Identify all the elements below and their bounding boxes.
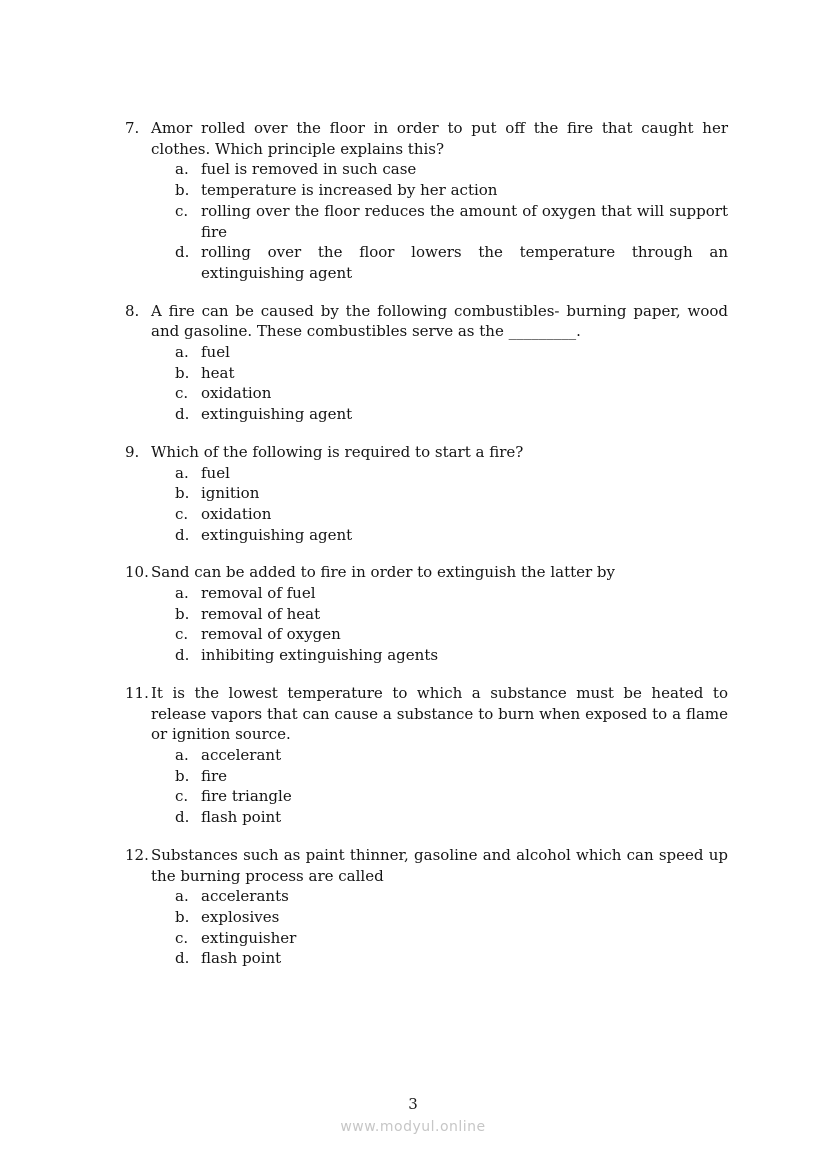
option-c [175,624,728,645]
question-11 [125,683,728,828]
question-number: 11. [125,683,149,702]
page-number: 3 [408,1095,418,1113]
option-text: ignition [201,484,260,503]
option-letter: b. [175,604,190,623]
option-text: fuel [201,463,230,482]
option-letter: b. [175,484,190,503]
option-a [175,583,728,604]
question-number: 7. [125,119,140,137]
option-letter: a. [175,160,189,179]
option-b [175,766,728,787]
option-text: rolling over the floor reduces the amount of oxygen that will support fire [201,201,728,241]
option-letter: c. [175,201,189,220]
option-a [175,342,728,363]
quiz-content [125,118,728,986]
option-letter: a. [175,463,189,482]
option-text: extinguisher [201,928,297,947]
option-letter: d. [175,646,190,665]
option-c [175,504,728,525]
option-b [175,907,728,928]
option-text: flash point [201,808,282,827]
option-c [175,383,728,404]
option-text: removal of oxygen [201,625,341,644]
option-text: fire [201,766,228,785]
option-a [175,159,728,180]
option-c [175,928,728,949]
option-text: explosives [201,907,280,926]
option-a [175,886,728,907]
option-c [175,786,728,807]
option-d [175,948,728,969]
option-letter: d. [175,808,190,827]
option-letter: c. [175,787,189,806]
option-d [175,404,728,425]
question-text: Amor rolled over the floor in order to put off the fire that caught her clothes. Which principle explains this? [151,119,728,158]
option-text: extinguishing agent [201,525,353,544]
option-text: inhibiting extinguishing agents [201,646,439,665]
option-letter: a. [175,745,189,764]
question-12 [125,845,728,969]
question-10 [125,562,728,666]
question-text: Which of the following is required to start a fire? [151,442,524,461]
question-number: 8. [125,301,140,320]
question-number: 10. [125,563,149,582]
option-letter: a. [175,343,189,362]
option-b [175,180,728,201]
option-letter: c. [175,384,189,403]
options-list [175,159,728,283]
option-a [175,463,728,484]
question-text: A fire can be caused by the following combustibles- burning paper, wood and gasoline. These combustibles serve as the _________. [151,301,728,341]
question-text: It is the lowest temperature to which a substance must be heated to release vapors that can cause a substance to burn when exposed to a flame or ignition source. [151,683,728,744]
question-7 [125,118,728,284]
option-text: removal of fuel [201,584,316,603]
option-letter: b. [175,363,190,382]
options-list [175,583,728,666]
option-b [175,363,728,384]
option-text: flash point [201,949,282,968]
option-a [175,745,728,766]
option-text: accelerant [201,745,282,764]
option-text: rolling over the floor lowers the temperature through an extinguishing agent [201,243,728,282]
option-letter: c. [175,504,189,523]
option-text: oxidation [201,384,272,403]
option-letter: a. [175,584,189,603]
option-b [175,604,728,625]
option-d [175,242,728,283]
question-text: Substances such as paint thinner, gasoline and alcohol which can speed up the burning process are called [151,845,728,885]
options-list [175,745,728,828]
option-d [175,807,728,828]
option-text: extinguishing agent [201,405,353,424]
option-text: fuel is removed in such case [201,160,417,179]
options-list [175,886,728,969]
option-letter: c. [175,928,189,947]
option-letter: c. [175,625,189,644]
option-text: heat [201,363,235,382]
option-b [175,483,728,504]
option-letter: d. [175,243,190,262]
option-text: oxidation [201,504,272,523]
option-text: fire triangle [201,787,292,806]
option-letter: b. [175,766,190,785]
question-text: Sand can be added to fire in order to extinguish the latter by [151,563,616,582]
question-number: 12. [125,845,149,864]
option-text: accelerants [201,887,289,906]
option-d [175,645,728,666]
options-list [175,463,728,546]
option-d [175,525,728,546]
option-letter: a. [175,887,189,906]
question-8 [125,301,728,425]
option-letter: d. [175,405,190,424]
option-c [175,201,728,242]
options-list [175,342,728,425]
option-text: fuel [201,343,230,362]
option-text: temperature is increased by her action [201,181,498,200]
option-letter: d. [175,949,190,968]
question-9 [125,442,728,546]
option-text: removal of heat [201,604,321,623]
option-letter: b. [175,181,190,200]
footer-link[interactable]: www.modyul.online [340,1119,486,1135]
option-letter: d. [175,525,190,544]
question-number: 9. [125,442,140,461]
option-letter: b. [175,907,190,926]
